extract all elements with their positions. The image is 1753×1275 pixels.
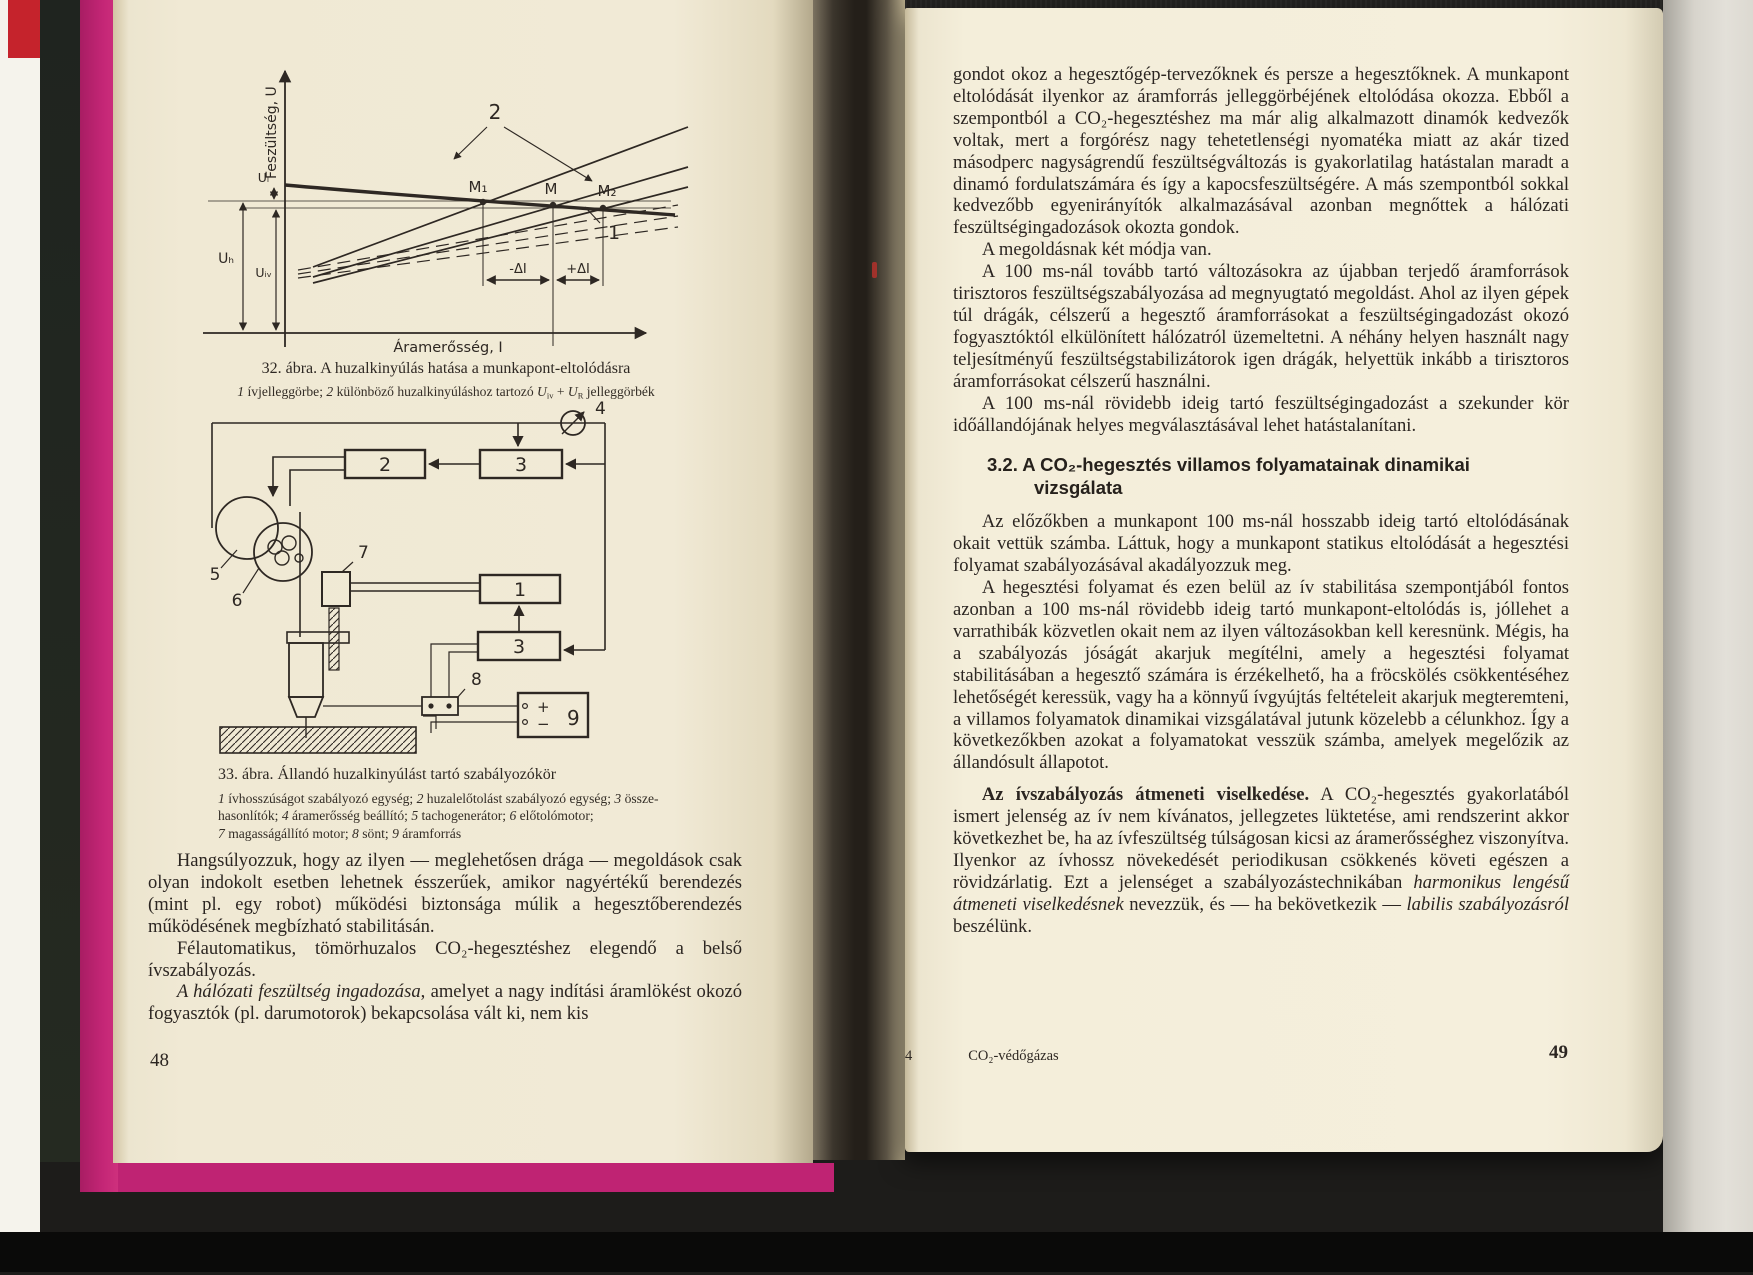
torch-bracket: [287, 632, 349, 643]
lead-screw: [329, 608, 339, 670]
label-8: 8: [471, 670, 482, 690]
characteristic-line: [313, 127, 688, 267]
scanner-edge-right: [1663, 0, 1753, 1232]
working-point-m1: [480, 199, 486, 205]
block-1-label: 1: [513, 579, 527, 601]
wire-coil: [282, 536, 296, 550]
paragraph: A hálózati feszültség ingadozása, amelyet a nagy indítási áramlökést okozó fogyasztók (pl. darumotorok) bekapcsolása vált ki, nem kis: [148, 981, 742, 1025]
shunt-terminal: [428, 703, 433, 708]
block-3a-label: 3: [514, 454, 528, 476]
point-label-m1: M₁: [468, 178, 488, 196]
book-cover-edge-bottom: [118, 1163, 834, 1192]
torch-body: [289, 643, 323, 697]
shunt: [422, 697, 458, 715]
leader-line: [243, 568, 259, 593]
paragraph: A 100 ms-nál rövidebb ideig tartó feszültségingadozást a szekunder kör időállandójának helyes megválasztásával lehet hatástalanítani.: [953, 392, 1569, 436]
curve-1-label: 1: [607, 222, 621, 244]
paragraph: Félautomatikus, tömörhuzalos CO₂-hegesztéshez elegendő a belső ívszabályozás.: [148, 937, 742, 981]
scanner-edge-strip: [0, 0, 40, 1232]
characteristic-line: [313, 167, 688, 277]
leader-line: [504, 127, 592, 181]
y-axis-label: Feszültség, U: [264, 86, 280, 179]
minus-sign: −: [537, 715, 550, 733]
paragraph: Az előzőkben a munkapont 100 ms-nál hosszabb ideig tartó eltolódásának okait vettük számba. Láttuk, hogy a munkapont statikus eltolódását a hegesztési folyamat szabályozásával akadályozzuk meg.: [953, 511, 1569, 577]
leader-line: [457, 689, 465, 698]
label-5: 5: [209, 565, 221, 585]
block-2-label: 2: [378, 454, 392, 476]
delta-minus-label: -ΔI: [509, 262, 527, 277]
dashed-line: [298, 227, 678, 278]
paragraph: A 100 ms-nál tovább tartó változásokra az újabban terjedő áramforrások tirisztoros feszültségszabályozása ad megnyugtató megoldást. Ahol az ilyen gépek túl drágák, célszerű a hegesztő áramforrásokat a feszültségingadozást okozó fogyasztóktól elkülönített hálózatról üzemeltetni. A néhány helyen használt nagy teljesítményű feszültségstabilizátorok igen drágák, helyettük inkább a tirisztoros áramforrásokat célszerű használni.: [953, 261, 1569, 392]
x-axis-label: Áramerősség, I: [393, 340, 503, 355]
figure-33-legend: [218, 790, 778, 842]
shunt-terminal: [446, 703, 451, 708]
running-title: CO₂-védőgázas: [968, 1048, 1059, 1064]
working-point-m2: [600, 205, 606, 211]
paragraph: gondot okoz a hegesztőgép-tervezőknek és persze a hegesztőknek. A munkapont eltolódását ilyenkor az áramforrás jelleggörbéjének eltolódása okozza. Ebből a szempontból a CO₂-hegesztéshez ma már alig alkalmazott dinamók kedvezők voltak, mert a forgórész nagy tehetetlenségi nyomatéka miatt az akár tized másodperc nagyságrendű feszültségváltozás is gyakorlatilag hatástalan maradt a dinamó fordulatszámára és így a kapocsfeszültségére. A más szempontból sokkal kedvezőbb egyenirányítók alkalmazásával azonban megnőttek a hálózati feszültségingadozások okozta gondok.: [953, 64, 1569, 239]
point-label-m: M: [544, 180, 558, 198]
figure-33-legend-line: 7 magasságállító motor; 8 sönt; 9 áramforrás: [218, 825, 462, 841]
point-label-m2: M₂: [597, 182, 617, 200]
wire: [431, 722, 518, 733]
label-6: 6: [231, 591, 243, 611]
label-7: 7: [358, 543, 369, 563]
page-footer: [905, 1048, 1059, 1065]
section-heading-line1: 3.2. A CO₂-hegesztés villamos folyamatainak dinamikai: [987, 454, 1470, 476]
red-margin-mark: [872, 262, 877, 278]
scanner-black-bar: [0, 1232, 1753, 1272]
section-heading-line2: vizsgálata: [1034, 477, 1123, 499]
figure-33-legend-line: hasonlítók; 4 áramerősség beállító; 5 tachogenerátor; 6 előtolómotor;: [218, 808, 594, 824]
terminal-plus: [523, 704, 528, 709]
working-point-m: [550, 202, 556, 208]
figure-32-graph: [148, 55, 693, 355]
paragraph: Hangsúlyozzuk, hogy az ilyen — meglehetősen drága — megoldások csak olyan indokolt esetben lehetnek ésszerűek, amikor nagyértékű berendezés (mint pl. egy robot) működési biztonsága múlik a hegesztőberendezés működésének megbízható stabilitásán.: [148, 850, 742, 937]
uh-label: Uₕ: [218, 251, 234, 267]
book-gutter: [813, 0, 905, 1160]
page-number-left: 48: [150, 1050, 169, 1071]
figure-33-caption: 33. ábra. Állandó huzalkinyúlást tartó szabályozókör: [218, 766, 557, 783]
left-page-body: [148, 850, 742, 1025]
figure-32-caption: 32. ábra. A huzalkinyúlás hatása a munkapont-eltolódásra: [261, 360, 631, 377]
wire-coil: [295, 554, 303, 562]
page-block-edge: [40, 0, 80, 1162]
figure-33-diagram: [165, 400, 645, 765]
block-3b-label: 3: [512, 636, 526, 658]
height-adjust-motor: [322, 572, 350, 606]
red-bookmark-tab: [8, 0, 42, 58]
uiv-label: Uᵢᵥ: [255, 265, 272, 280]
label-4: 4: [595, 400, 606, 419]
section-heading: [987, 453, 1569, 499]
dashed-line: [298, 205, 678, 270]
right-page-body: [953, 64, 1569, 938]
wire-coil: [275, 551, 289, 565]
leader-line: [454, 127, 487, 159]
delta-plus-label: +ΔI: [566, 262, 590, 277]
spool-front-disc: [254, 523, 312, 581]
paragraph: Az ívszabályozás átmeneti viselkedése. A CO₂-hegesztés gyakorlatából ismert jelenség az ív nem kívánatos, jellegzetes lüktetése, ami rendszerint akkor következhet be, ha az ívfeszültség túlságosan kicsi az áramerősséghez viszonyítva. Ilyenkor az ívhossz növekedését periodikusan csökkenés követi egészen a rövidzárlatig. Ezt a jelenséget a szabályozástechnikában harmonikus lengésű átmeneti viselkedésnek nevezzük, és — ha bekövetkezik — labilis szabályozásról beszélünk.: [953, 784, 1570, 937]
workpiece: [220, 727, 416, 753]
terminal-minus: [523, 720, 528, 725]
wire: [290, 470, 345, 506]
wire: [273, 457, 345, 496]
curve-2-label: 2: [488, 100, 502, 124]
torch-nozzle: [289, 697, 323, 717]
figure-33-legend-line: 1 ívhosszúságot szabályozó egység; 2 huzalelőtolást szabályozó egység; 3 össze-: [218, 791, 659, 806]
leader-line: [342, 562, 353, 572]
paragraph: A hegesztési folyamat és ezen belül az ív stabilitása szempontjából fontos azonban a 100 ms-nál rövidebb ideig tartó munkapont-eltolódás is, jóllehet a varrathibák közvetlen okait nem az ilyen változásokban kell keresnünk. Mégis, ha a szabályozás jóságát akarjuk megítélni, amely a hegesztési folyamat stabilitásában a hegesztő számára is érzékelhető, ha a fröcskölés csökkentéséhez lehetőségét keressük, vagy ha a könnyű ívgyújtás feltételeit akarjuk megteremteni, a villamos folyamatok dinamikai vizsgálatával jutunk közelebb a célunkhoz. Így a következőkben azokat a folyamatokat vesszük számba, amelyek megelőzik az állandósult állapotot.: [953, 577, 1569, 774]
block-9-label: 9: [567, 706, 580, 730]
figure-32-legend: 1 ívjelleggörbe; 2 különböző huzalkinyúláshoz tartozó $U_{iv} + U_R$ jelleggörbék: [237, 384, 655, 401]
ul-label: Uₗ: [257, 170, 269, 185]
page-number-right: 49: [1549, 1042, 1568, 1063]
paragraph: A megoldásnak két módja van.: [981, 239, 1212, 261]
signature-mark: 4: [905, 1048, 913, 1064]
plus-sign: +: [537, 698, 550, 716]
